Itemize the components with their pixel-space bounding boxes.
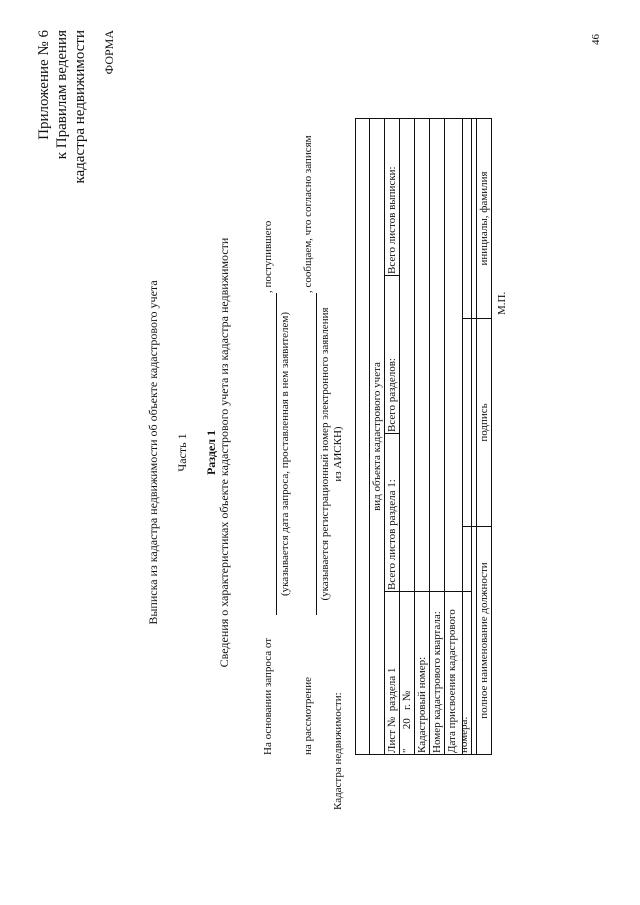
basis-date-line bbox=[276, 293, 277, 615]
year-prefix: 20 bbox=[401, 718, 413, 730]
review-label: на рассмотрение bbox=[302, 677, 314, 755]
total-sheets-extract-cell: Всего листов выписки: bbox=[385, 119, 400, 276]
appendix-title: Приложение № 6 bbox=[36, 30, 52, 140]
forma-label: ФОРМА bbox=[102, 30, 116, 75]
review-hint-2: из АИСКН) bbox=[332, 426, 344, 482]
signature-table bbox=[462, 118, 492, 755]
table-top-row bbox=[356, 119, 370, 755]
object-type-header: вид объекта кадастрового учета bbox=[370, 119, 385, 755]
signature-empty-3 bbox=[463, 119, 477, 319]
review-hint-1: (указывается регистрационный номер электронного заявления bbox=[319, 307, 331, 601]
cadastral-number-value bbox=[415, 119, 430, 592]
position-cell: полное наименование должности bbox=[477, 527, 492, 755]
assignment-date-cell: Дата присвоения кадастрового номера: bbox=[445, 592, 472, 755]
stamp-label: М.П. bbox=[496, 291, 508, 315]
appendix-registry: кадастра недвижимости bbox=[72, 30, 88, 184]
date-quote: " bbox=[401, 748, 413, 753]
appendix-header bbox=[35, 30, 89, 184]
sheet-number-cell bbox=[385, 592, 400, 755]
review-number-line bbox=[316, 293, 317, 615]
basis-suffix: , поступившего bbox=[262, 220, 274, 293]
basis-label: На основании запроса от bbox=[262, 637, 274, 755]
total-sheets-section-cell: Всего листов раздела 1: bbox=[385, 434, 400, 592]
section-subtitle: Сведения о характеристиках объекте кадастрового учета из кадастра недвижимости bbox=[217, 237, 231, 668]
total-sections-cell: Всего разделов: bbox=[385, 276, 400, 434]
signature-empty-1 bbox=[463, 527, 477, 755]
page-number: 46 bbox=[590, 34, 602, 45]
signature-empty-2 bbox=[463, 319, 477, 527]
section-part-label: раздела 1 bbox=[386, 667, 398, 712]
part-label: Часть 1 bbox=[175, 433, 189, 472]
date-number-cell bbox=[400, 592, 415, 755]
initials-cell: инициалы, фамилия bbox=[477, 119, 492, 319]
appendix-rules: к Правилам ведения bbox=[54, 30, 70, 160]
quarter-number-cell: Номер кадастрового квартала: bbox=[430, 592, 445, 755]
review-suffix: , сообщаем, что согласно записям bbox=[302, 135, 314, 293]
year-suffix: г. № bbox=[401, 690, 413, 710]
basis-hint: (указывается дата запроса, проставленная в нем заявителем) bbox=[279, 311, 291, 597]
section-heading: Раздел 1 bbox=[204, 429, 218, 476]
quarter-number-value bbox=[430, 119, 445, 592]
cadastral-number-cell: Кадастровый номер: bbox=[415, 592, 430, 755]
registry-label: Кадастра недвижимости: bbox=[332, 692, 344, 810]
sheet-number-label: Лист № bbox=[386, 716, 398, 753]
date-number-value bbox=[400, 119, 415, 592]
signature-cell: подпись bbox=[477, 319, 492, 527]
document-title: Выписка из кадастра недвижимости об объекте кадастрового учета bbox=[146, 280, 160, 625]
cadastral-table bbox=[355, 118, 472, 755]
